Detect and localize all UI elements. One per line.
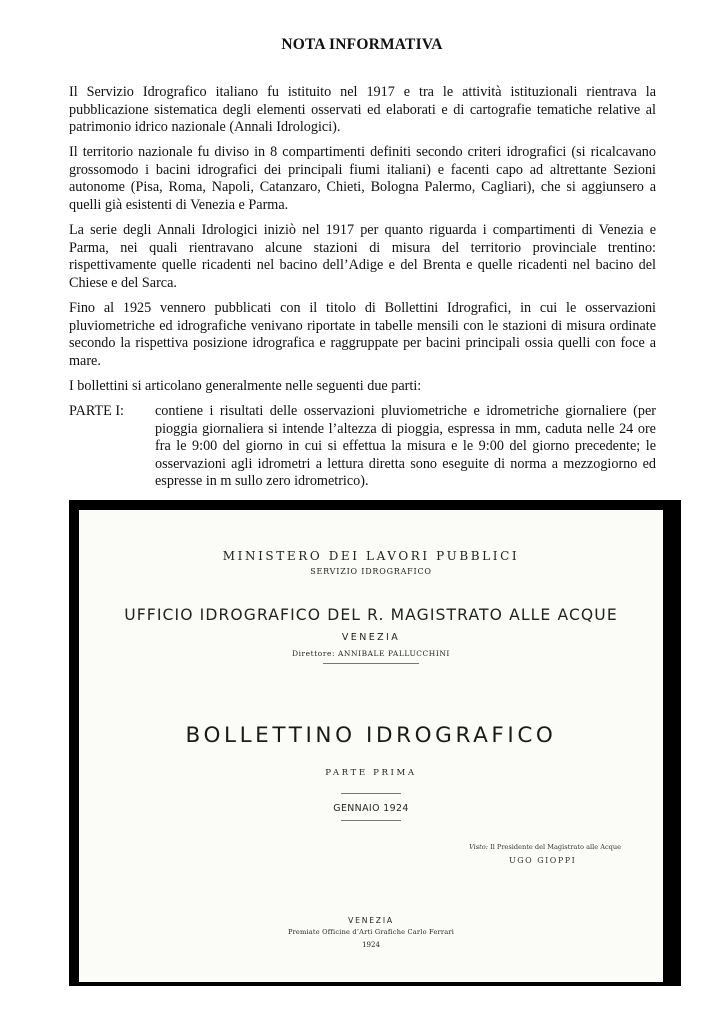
- visto-label: Visto:: [469, 843, 488, 851]
- cover-ministero: MINISTERO DEI LAVORI PUBBLICI: [222, 549, 520, 563]
- imprint-year: 1924: [362, 941, 380, 949]
- cover-ufficio: UFFICIO IDROGRAFICO DEL R. MAGISTRATO ALLE ACQUE: [124, 606, 618, 624]
- scan-border-left: [69, 500, 79, 986]
- paragraph: La serie degli Annali Idrologici iniziò nel 1917 per quanto riguarda i compartimenti di Venezia e Parma, nei quali rientravano alcune stazioni di misura del territorio provinciale trentino: rispettivamente quelle ricadenti nel bacino dell’Adige e del Brenta e quelle ricadenti nel bacino del Chiese e del Sarca.: [69, 222, 656, 291]
- scan-border-right: [673, 500, 681, 986]
- cover-direttore: Direttore: ANNIBALE PALLUCCHINI: [292, 649, 450, 658]
- divider: [323, 663, 419, 664]
- cover-bollettino-title: BOLLETTINO IDROGRAFICO: [185, 723, 557, 748]
- imprint-printer: Premiate Officine d’Arti Grafiche Carlo Ferrari: [287, 928, 455, 936]
- parte-text: contiene i risultati delle osservazioni pluviometriche e idrometriche giornaliere (per pioggia giornaliera si intende l’altezza di pioggia, espressa in mm, caduta nelle 24 ore fra le 9:00 del giorno in cui si effettua la misura e le 9:00 del giorno precedente; le osservazioni agli idrometri a lettura diretta sono eseguite di norma a mezzogiorno ed espresse in m sullo zero idrometrico).: [155, 403, 656, 490]
- imprint-city: VENEZIA: [348, 916, 394, 925]
- divider: [341, 793, 401, 794]
- paragraph: Fino al 1925 vennero pubblicati con il titolo di Bollettini Idrografici, in cui le osservazioni pluviometriche ed idrografiche venivano riportate in tabelle mensili con le stazioni di misura ordinate secondo la rispettiva posizione idrografica e raggruppate per bacini principali ossia quelli con foce a mare.: [69, 300, 656, 369]
- cover-venezia: VENEZIA: [341, 632, 401, 643]
- paragraph: Il territorio nazionale fu diviso in 8 compartimenti definiti secondo criteri idrografici (si ricalcavano grossomodo i bacini idrografici dei principali fiumi italiani) e facenti capo ad altrettante Sezioni autonome (Pisa, Roma, Napoli, Catanzaro, Chieti, Bologna Palermo, Cagliari), che si aggiunsero a quelli già esistenti di Venezia e Parma.: [69, 144, 656, 214]
- parte-i-row: [69, 403, 656, 491]
- scanned-cover-image: [69, 500, 681, 986]
- cover-presidente: UGO GIOPPI: [509, 856, 577, 865]
- paragraph: I bollettini si articolano generalmente nelle seguenti due parti:: [69, 377, 422, 394]
- parte-label: PARTE I:: [69, 403, 124, 419]
- body-text: [69, 84, 656, 491]
- cover-visto: [469, 843, 621, 851]
- visto-text: Il Presidente del Magistrato alle Acque: [490, 843, 622, 851]
- page-title: NOTA INFORMATIVA: [281, 36, 443, 53]
- cover-page: [79, 510, 663, 982]
- divider: [341, 820, 401, 821]
- cover-date: GENNAIO 1924: [333, 803, 409, 814]
- cover-servizio: SERVIZIO IDROGRAFICO: [310, 567, 432, 576]
- cover-parte: PARTE PRIMA: [325, 768, 417, 778]
- paragraph: Il Servizio Idrografico italiano fu istituito nel 1917 e tra le attività istituzionali rientrava la pubblicazione sistematica degli elementi osservati ed elaborati e di cartografie tematiche relative al patrimonio idrico nazionale (Annali Idrologici).: [69, 84, 656, 136]
